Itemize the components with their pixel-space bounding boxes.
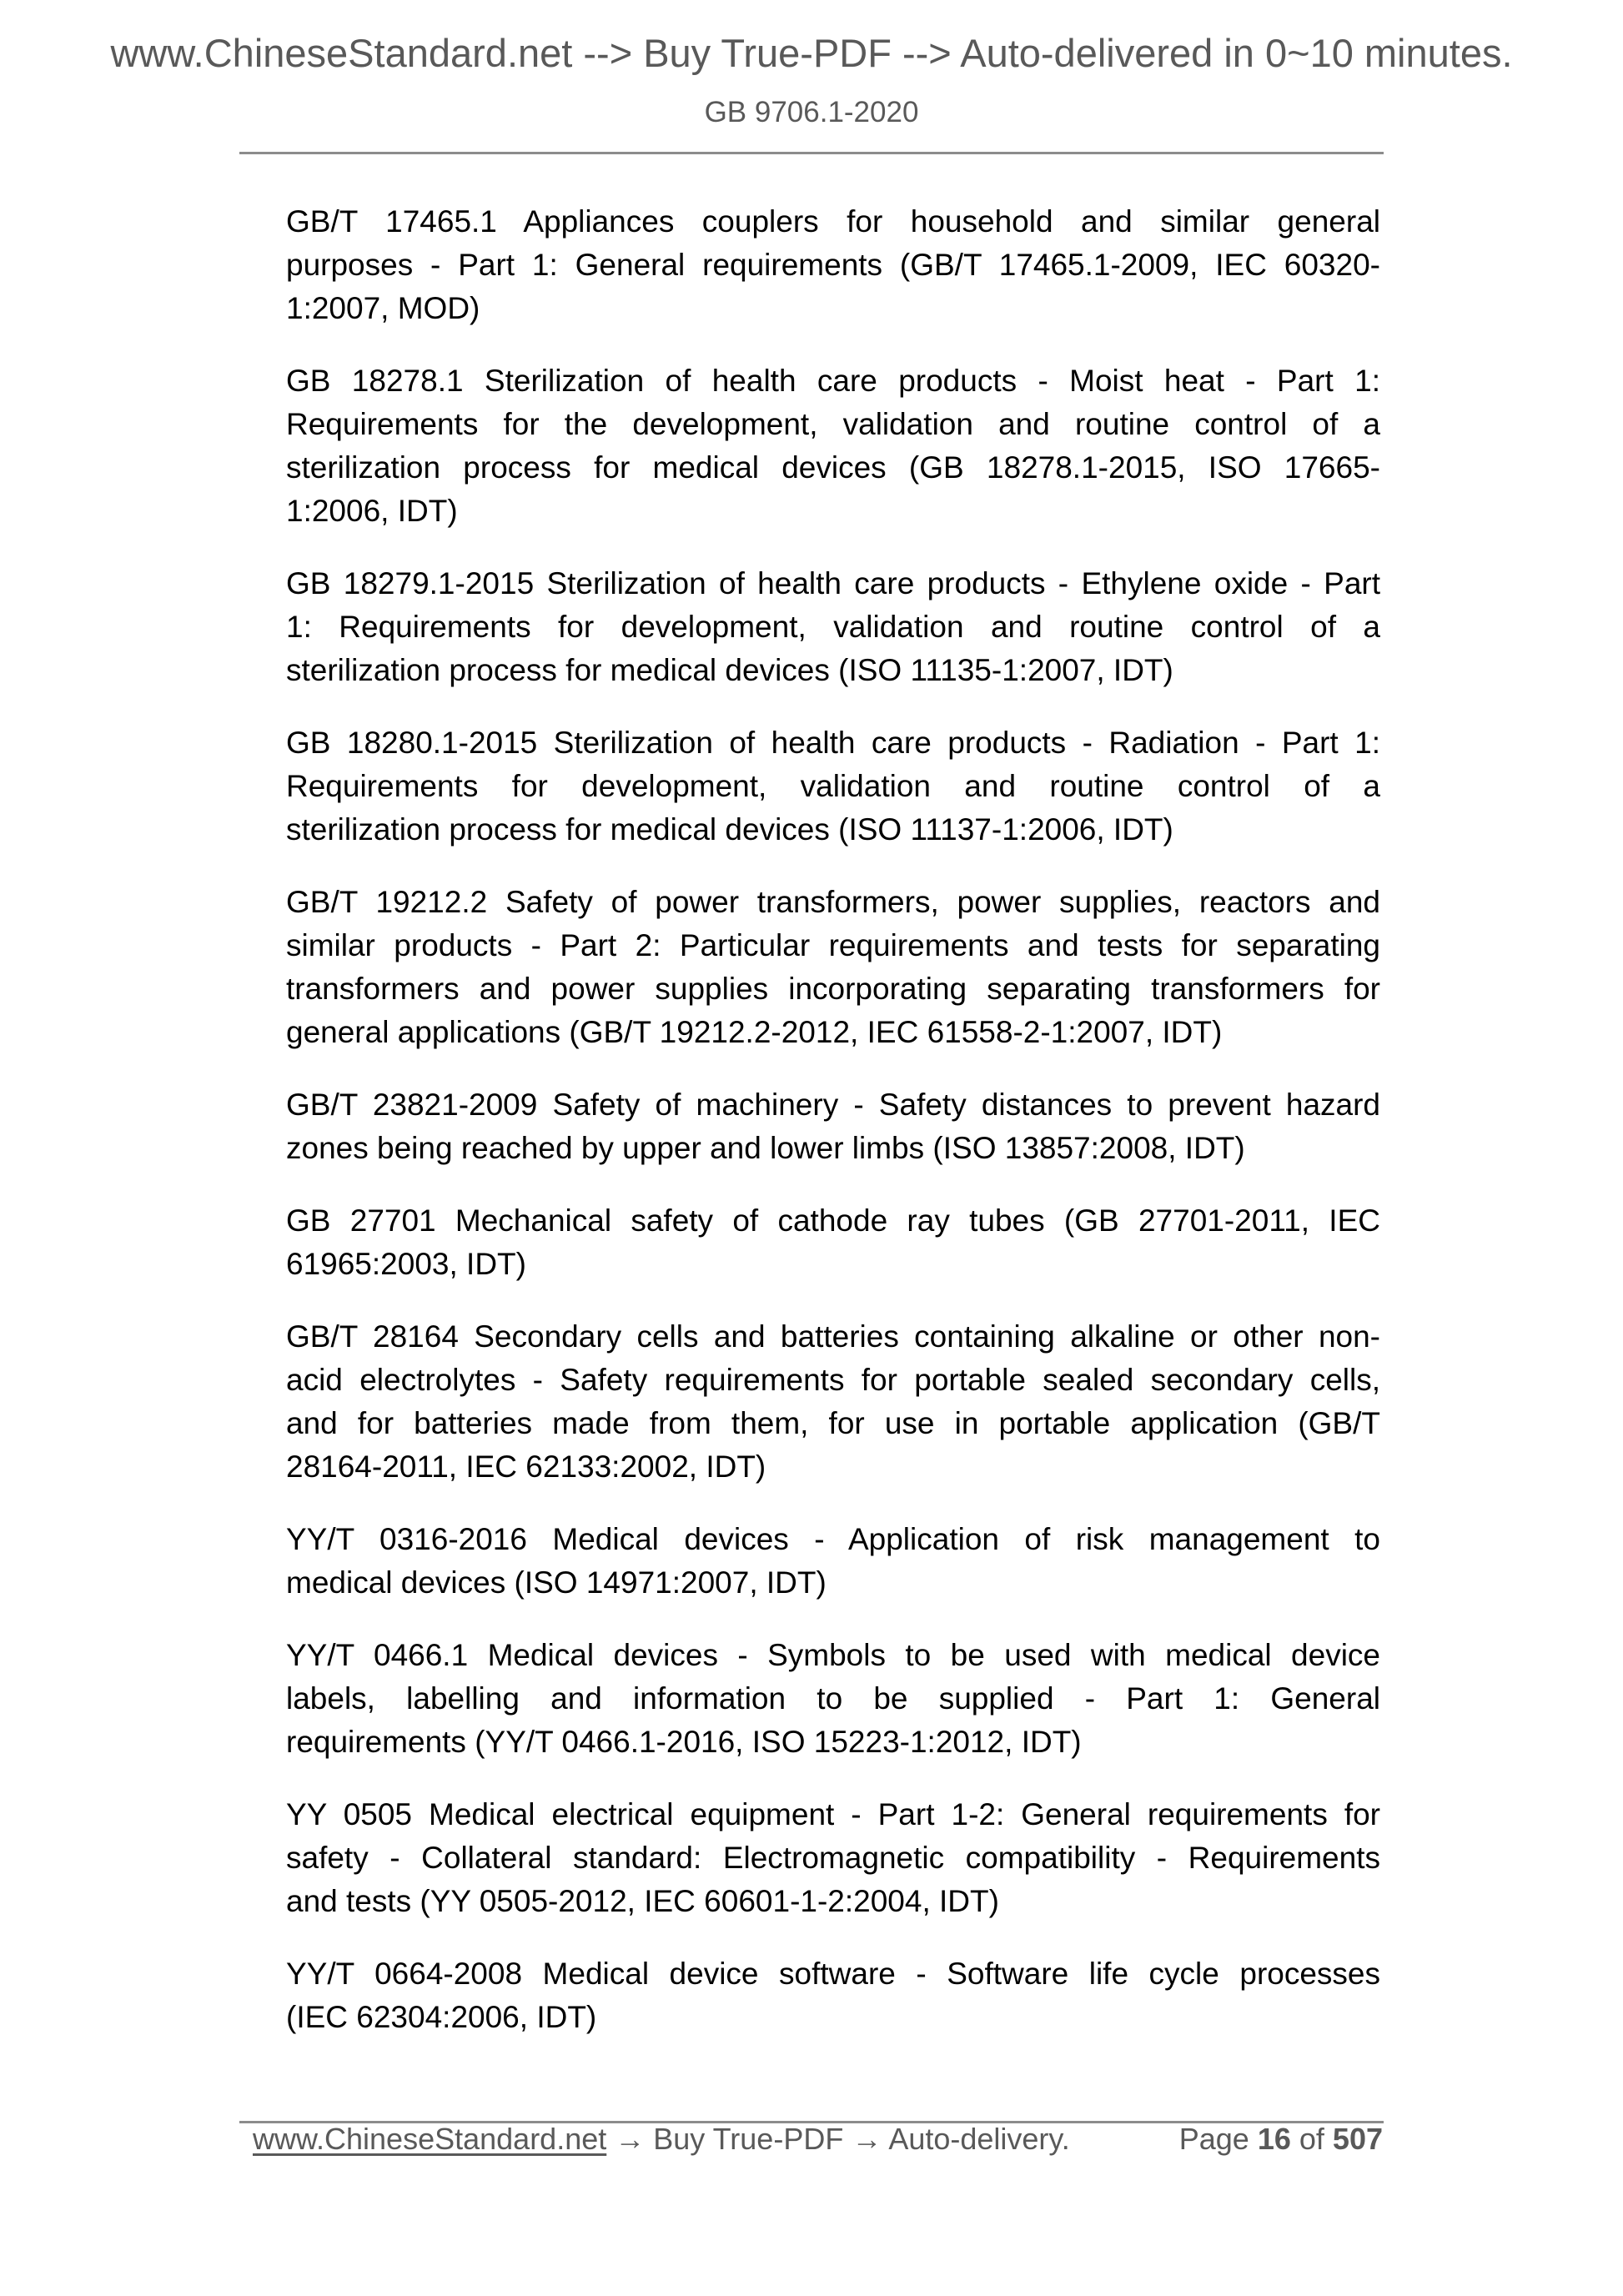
- reference-paragraph: [286, 721, 1380, 852]
- of-word: of: [1299, 2122, 1324, 2156]
- footer-tagline: [253, 2123, 1070, 2156]
- reference-paragraph: [286, 1634, 1380, 1764]
- reference-line: GB 27701 Mechanical safety of cathode ray tubes (GB 27701-2011, IEC: [286, 1203, 1380, 1238]
- reference-paragraph: [286, 881, 1380, 1054]
- reference-line: acid electrolytes - Safety requirements for portable sealed secondary cells,: [286, 1363, 1380, 1397]
- reference-line: purposes - Part 1: General requirements (GB/T 17465.1-2009, IEC 60320-: [286, 248, 1380, 282]
- reference-line: sterilization process for medical devices (GB 18278.1-2015, ISO 17665-: [286, 450, 1380, 485]
- reference-line: GB/T 28164 Secondary cells and batteries containing alkaline or other non-: [286, 1319, 1380, 1354]
- reference-line: 28164-2011, IEC 62133:2002, IDT): [286, 1449, 766, 1484]
- page-word: Page: [1178, 2122, 1249, 2156]
- reference-line: GB/T 19212.2 Safety of power transformers, power supplies, reactors and: [286, 885, 1380, 919]
- page-total: 507: [1332, 2122, 1383, 2156]
- reference-line: GB 18278.1 Sterilization of health care products - Moist heat - Part 1:: [286, 364, 1380, 398]
- reference-paragraph: [286, 562, 1380, 692]
- reference-line: YY/T 0316-2016 Medical devices - Application of risk management to: [286, 1522, 1380, 1556]
- reference-line: general applications (GB/T 19212.2-2012, IEC 61558-2-1:2007, IDT): [286, 1015, 1223, 1049]
- footer-site-link[interactable]: www.ChineseStandard.net: [253, 2122, 607, 2156]
- reference-line: labels, labelling and information to be supplied - Part 1: General: [286, 1681, 1380, 1716]
- footer-tagline-text: → Buy True-PDF → Auto-delivery.: [606, 2122, 1070, 2156]
- reference-paragraph: [286, 1315, 1380, 1489]
- reference-paragraph: [286, 1083, 1380, 1170]
- page-footer: [253, 2123, 1383, 2156]
- reference-line: (IEC 62304:2006, IDT): [286, 2000, 597, 2034]
- reference-paragraph: [286, 1793, 1380, 1923]
- reference-line: 61965:2003, IDT): [286, 1247, 526, 1281]
- reference-line: and for batteries made from them, for use in portable application (GB/T: [286, 1406, 1380, 1440]
- reference-line: requirements (YY/T 0466.1-2016, ISO 15223-1:2012, IDT): [286, 1725, 1082, 1759]
- reference-paragraph: [286, 200, 1380, 330]
- reference-line: transformers and power supplies incorporating separating transformers for: [286, 972, 1380, 1006]
- reference-line: safety - Collateral standard: Electromagnetic compatibility - Requirements: [286, 1841, 1380, 1875]
- reference-line: YY/T 0664-2008 Medical device software - Software life cycle processes: [286, 1957, 1380, 1991]
- page-number: 16: [1257, 2122, 1291, 2156]
- reference-line: similar products - Part 2: Particular requirements and tests for separating: [286, 928, 1380, 962]
- header-divider: [239, 152, 1384, 154]
- reference-line: Requirements for the development, validation and routine control of a: [286, 407, 1380, 441]
- reference-line: YY 0505 Medical electrical equipment - Part 1-2: General requirements for: [286, 1797, 1380, 1831]
- reference-line: YY/T 0466.1 Medical devices - Symbols to be used with medical device: [286, 1638, 1380, 1672]
- reference-paragraph: [286, 1199, 1380, 1286]
- reference-paragraph: [286, 359, 1380, 533]
- doc-number: GB 9706.1-2020: [704, 96, 919, 128]
- references-list: [286, 200, 1380, 2039]
- reference-line: Requirements for development, validation and routine control of a: [286, 769, 1380, 803]
- reference-line: 1:2007, MOD): [286, 291, 480, 325]
- reference-line: GB 18279.1-2015 Sterilization of health care products - Ethylene oxide - Part: [286, 566, 1380, 600]
- reference-paragraph: [286, 1952, 1380, 2039]
- reference-line: medical devices (ISO 14971:2007, IDT): [286, 1565, 827, 1600]
- reference-line: zones being reached by upper and lower limbs (ISO 13857:2008, IDT): [286, 1131, 1245, 1165]
- reference-line: GB/T 23821-2009 Safety of machinery - Safety distances to prevent hazard: [286, 1088, 1380, 1122]
- reference-line: and tests (YY 0505-2012, IEC 60601-1-2:2004, IDT): [286, 1884, 999, 1918]
- reference-line: GB 18280.1-2015 Sterilization of health care products - Radiation - Part 1:: [286, 726, 1380, 760]
- reference-line: sterilization process for medical devices (ISO 11137-1:2006, IDT): [286, 812, 1173, 847]
- reference-paragraph: [286, 1518, 1380, 1605]
- reference-line: 1:2006, IDT): [286, 494, 458, 528]
- reference-line: GB/T 17465.1 Appliances couplers for household and similar general: [286, 204, 1380, 239]
- reference-line: 1: Requirements for development, validation and routine control of a: [286, 610, 1380, 644]
- page-indicator: [1179, 2123, 1383, 2156]
- header-banner: www.ChineseStandard.net --> Buy True-PDF --> Auto-delivered in 0~10 minutes.: [110, 31, 1513, 75]
- reference-line: sterilization process for medical devices (ISO 11135-1:2007, IDT): [286, 653, 1173, 687]
